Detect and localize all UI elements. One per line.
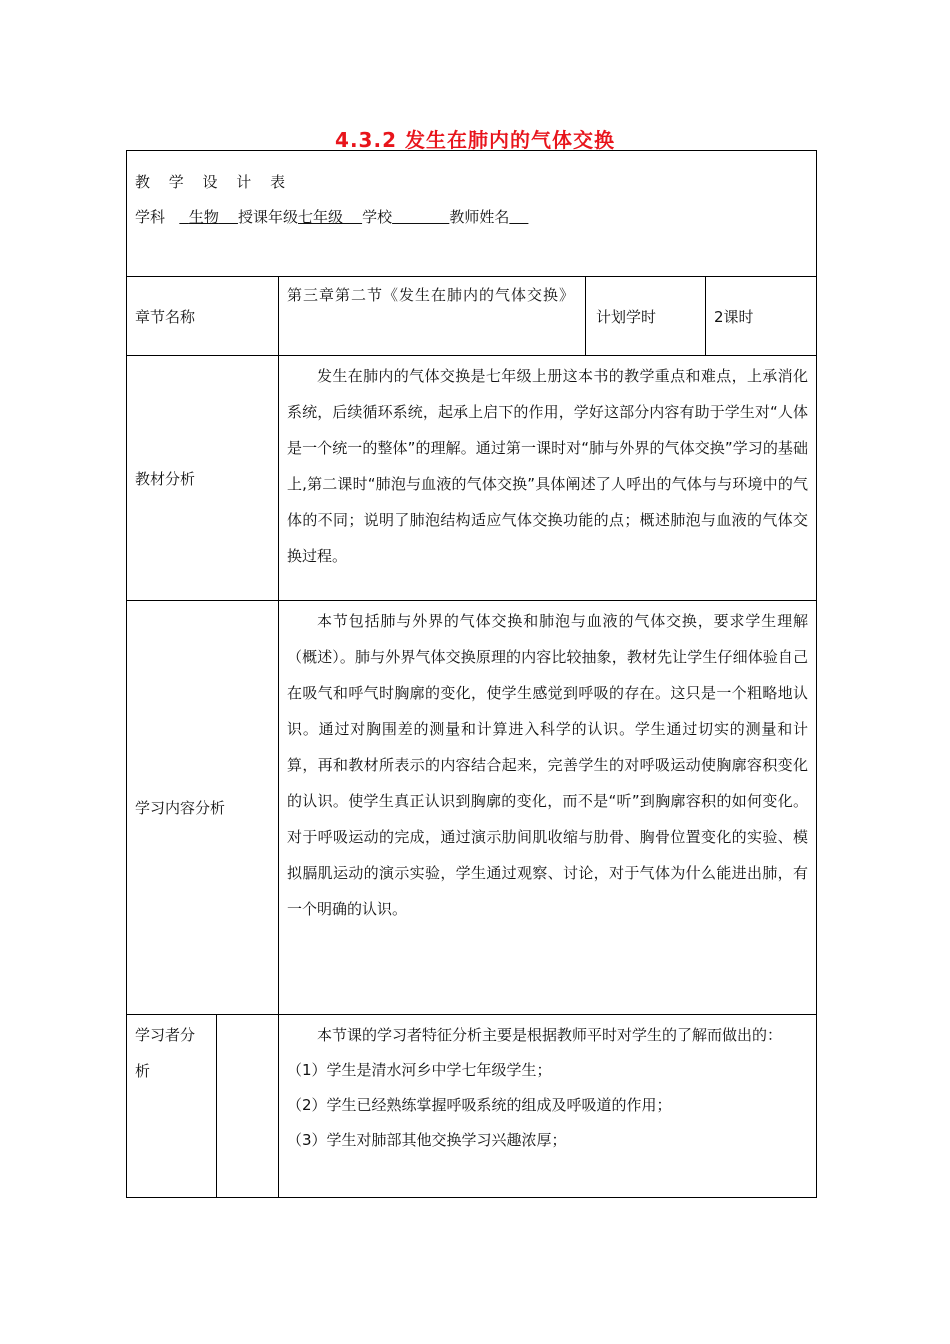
teacher-blank bbox=[509, 208, 528, 226]
grade-blank bbox=[298, 208, 362, 226]
content-label: 学习内容分析 bbox=[135, 799, 226, 817]
textbook-row bbox=[127, 356, 817, 601]
header-cell bbox=[127, 151, 817, 277]
plan-value: 2课时 bbox=[714, 307, 754, 326]
chapter-label: 章节名称 bbox=[135, 307, 196, 326]
learner-row bbox=[127, 1015, 817, 1198]
learner-text-cell bbox=[279, 1015, 817, 1198]
info-line bbox=[135, 206, 808, 227]
plan-label: 计划学时 bbox=[596, 307, 657, 326]
textbook-text-cell bbox=[279, 356, 817, 601]
chapter-row bbox=[127, 277, 817, 356]
content-label-cell bbox=[127, 601, 279, 1015]
subject-value: 生物 bbox=[188, 208, 219, 226]
chapter-value-cell bbox=[279, 277, 586, 356]
chapter-value: 第三章第二节《发生在肺内的气体交换》 bbox=[287, 286, 576, 304]
plan-label-cell bbox=[586, 277, 706, 356]
chapter-label-cell bbox=[127, 277, 279, 356]
school-blank bbox=[392, 208, 449, 226]
table-title: 教 学 设 计 表 bbox=[135, 173, 293, 191]
learner-empty-cell bbox=[217, 1015, 279, 1198]
content-text-cell bbox=[279, 601, 817, 1015]
content-text: 本节包括肺与外界的气体交换和肺泡与血液的气体交换，要求学生理解（概述）。肺与外界气体交换原理的内容比较抽象，教材先让学生仔细体验自己在吸气和呼气时胸廓的变化，使学生感觉到呼吸的存在。这只是一个粗略地认识。通过对胸围差的测量和计算进入科学的认识。学生通过切实的测量和计算，再和教材所表示的内容结合起来，完善学生的对呼吸运动使胸廓容积变化的认识。使学生真正认识到胸廓的变化，而不是“听”到胸廓容积的如何变化。对于呼吸运动的完成，通过演示肋间肌收缩与肋骨、胸骨位置变化的实验、模拟膈肌运动的演示实验，学生通过观察、讨论，对于气体为什么能进出肺，有一个明确的认识。 bbox=[287, 612, 809, 918]
learner-intro: 本节课的学习者特征分析主要是根据教师平时对学生的了解而做出的： bbox=[317, 1026, 783, 1044]
teacher-label: 教师姓名 bbox=[449, 208, 510, 226]
learner-label-cell bbox=[127, 1015, 217, 1198]
textbook-text: 发生在肺内的气体交换是七年级上册这本书的教学重点和难点，上承消化系统，后续循环系统，起承上启下的作用，学好这部分内容有助于学生对“人体是一个统一的整体”的理解。通过第一课时对“肺与外界的气体交换”学习的基础上,第二课时“肺泡与血液的气体交换”具体阐述了人呼出的气体与与环境中的气体的不同；说明了肺泡结构适应气体交换功能的点；概述肺泡与血液的气体交换过程。 bbox=[287, 367, 809, 565]
subject-label: 学科 bbox=[135, 208, 166, 226]
page-title: 4.3.2 发生在肺内的气体交换 bbox=[335, 128, 615, 152]
textbook-label: 教材分析 bbox=[135, 469, 196, 488]
header-row bbox=[127, 151, 817, 277]
lesson-design-table bbox=[126, 150, 817, 1198]
learner-label: 学习者分析 bbox=[135, 1026, 196, 1080]
grade-label: 授课年级 bbox=[237, 208, 298, 226]
content-row bbox=[127, 601, 817, 1015]
subject-blank bbox=[179, 208, 238, 226]
grade-value: 七年级 bbox=[297, 208, 343, 226]
school-label: 学校 bbox=[362, 208, 393, 226]
learner-item: （3）学生对肺部其他交换学习兴趣浓厚； bbox=[287, 1131, 567, 1149]
textbook-label-cell bbox=[127, 356, 279, 601]
plan-value-cell bbox=[706, 277, 817, 356]
learner-item: （2）学生已经熟练掌握呼吸系统的组成及呼吸道的作用； bbox=[287, 1096, 672, 1114]
learner-item: （1）学生是清水河乡中学七年级学生； bbox=[287, 1061, 552, 1079]
